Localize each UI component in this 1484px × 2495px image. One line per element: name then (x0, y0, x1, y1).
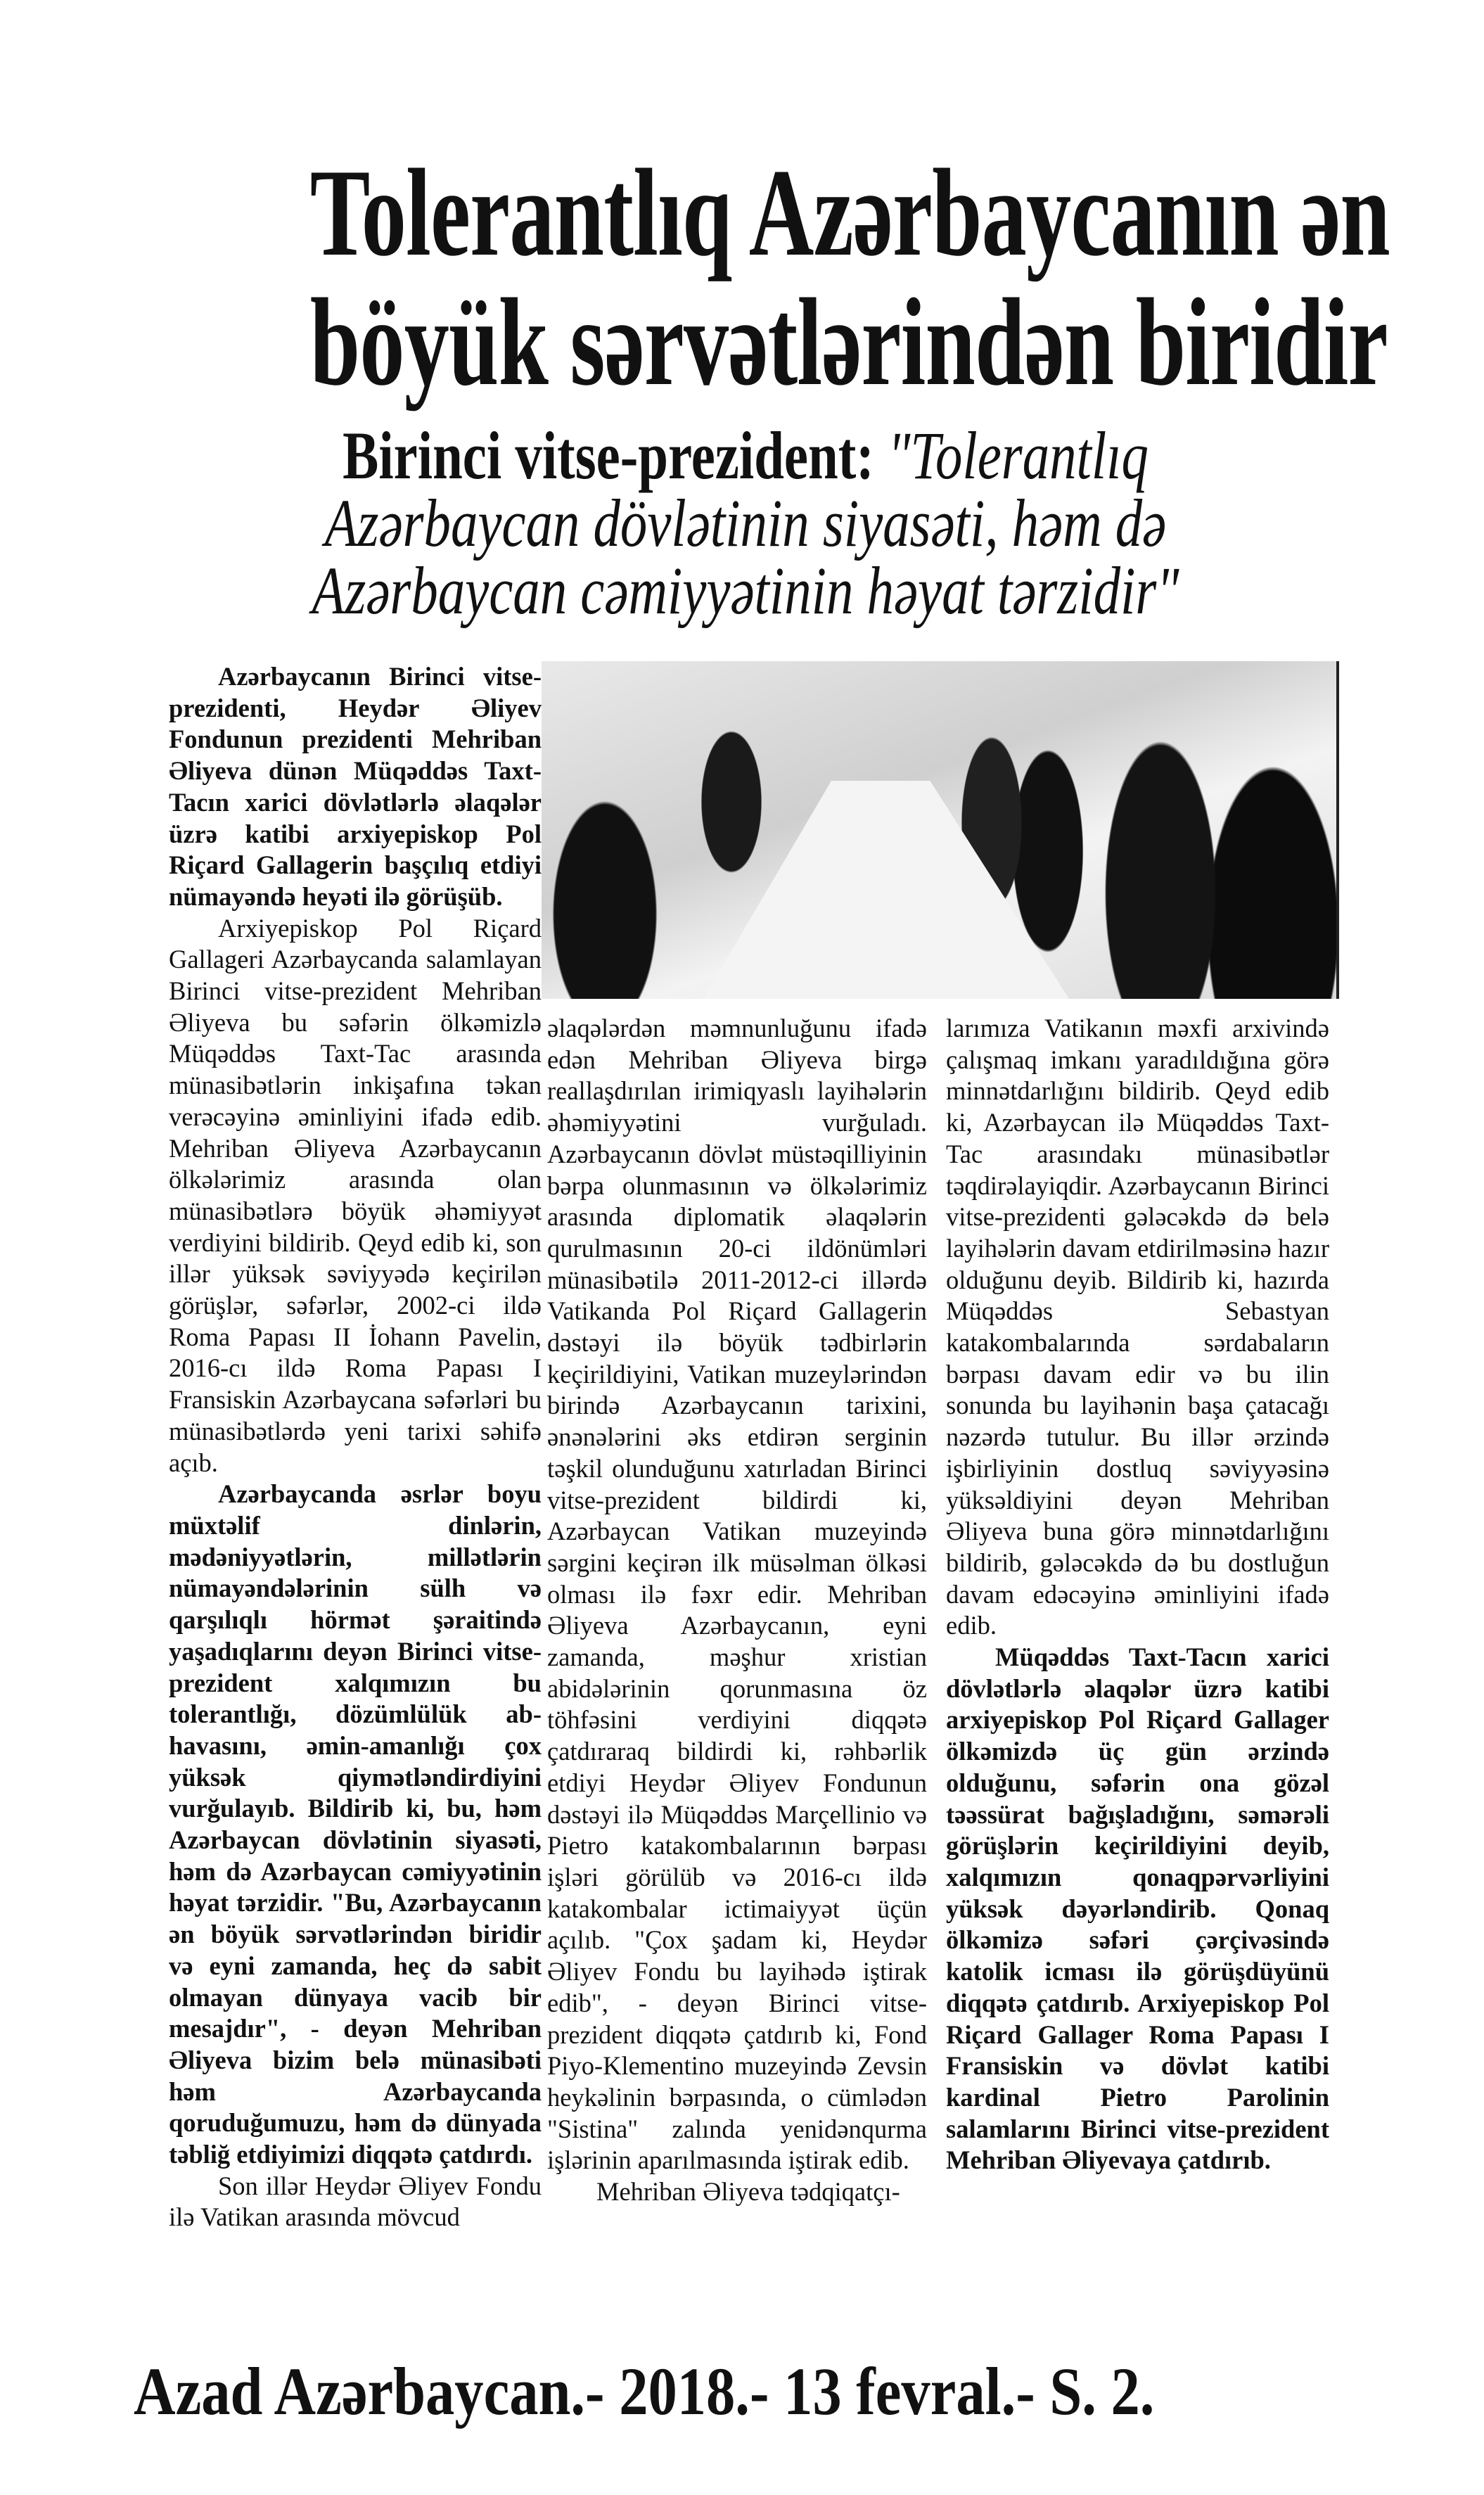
text-column-3 (946, 1013, 1329, 2176)
article-subheadline (284, 418, 1207, 628)
subheadline-line-1 (284, 418, 1207, 493)
subheadline-line-3: Azərbaycan cəmiyyətinin həyat tərzidir" (312, 553, 1179, 628)
body-paragraph: Son illər Heydər Əliyev Fondu ilə Vatikan arasında mövcud (169, 2171, 542, 2232)
body-paragraph: larımıza Vatikanın məxfi arxivində çalışmaq imkanı yaradıldığına görə minnətdarlığını bildirib. Qeyd edib ki, Azərbaycan ilə Müqəddəs Taxt-Tac arasındakı münasibətlər təqdirəlayiqdir. Azərbaycanın Birinci vitse-prezidenti gələcəkdə də belə layihələrin davam etdirilməsinə hazır olduğunu deyib. Bildirib ki, hazırda Müqəddəs Sebastyan katakombalarında sərdabaların bərpası davam edir və bu ilin sonunda bu layihənin başa çatacağı nəzərdə tutulur. Bu illər ərzində işbirliyinin dostluq səviyyəsinə yüksəldiyini deyən Mehriban Əliyeva buna görə minnətdarlığını bildirib, gələcəkdə də bu dostluğun davam edəcəyinə əminliyini ifadə edib. (946, 1014, 1329, 1640)
source-citation: Azad Azərbaycan.- 2018.- 13 fevral.- S. 2. (134, 2354, 1155, 2429)
lead-paragraph: Azərbaycanın Birinci vitse-prezidenti, Heydər Əliyev Fondunun prezidenti Mehriban Əliyeva dünən Müqəddəs Taxt-Tacın xarici dövlətlərlə əlaqələr üzrə katibi arxiyepiskop Pol Riçard Gallagerin başçılıq etdiyi nümayəndə heyəti ilə görüşüb. (169, 662, 542, 911)
subheadline-line-2: Azərbaycan dövlətinin siyasəti, həm də (324, 485, 1167, 561)
article-headline (309, 143, 1390, 411)
meeting-photo (542, 661, 1339, 999)
headline-line-1: Tolerantlıq Azərbaycanın ən (309, 143, 1390, 282)
body-paragraph-bold: Azərbaycanda əsrlər boyu müxtəlif dinlərin, mədəniyyətlərin, millətlərin nümayəndələrinin sülh və qarşılıqlı hörmət şəraitində yaşadıqlarını deyən Birinci vitse-prezident xalqımızın bu tolerantlığı, dözümlülük ab-havasını, əmin-amanlığı çox yüksək qiymətləndirdiyini vurğulayıb. Bildirib ki, bu, həm Azərbaycan dövlətinin siyasəti, həm də Azərbaycan cəmiyyətinin həyat tərzidir. "Bu, Azərbaycanın ən böyük sərvətlərindən biridir və eyni zamanda, heç də sabit olmayan dünyaya vacib bir mesajdır", - deyən Mehriban Əliyeva bizim belə münasibəti həm Azərbaycanda qoruduğumuzu, həm də dünyada təbliğ etdiyimizi diqqətə çatdırdı. (169, 1479, 542, 2169)
body-paragraph-bold: Müqəddəs Taxt-Tacın xarici dövlətlərlə əlaqələr üzrə katibi arxiyepiskop Pol Riçard Gallager ölkəmizdə üç gün ərzində olduğunu, səfərin ona gözəl təəssürat bağışladığını, səmərəli görüşlərin keçirildiyini deyib, xalqımızın qonaqpərvərliyini yüksək dəyərləndirib. Qonaq ölkəmizə səfəri çərçivəsində katolik icması ilə görüşdüyünü diqqətə çatdırıb. Arxiyepiskop Pol Riçard Gallager Roma Papası I Fransiskin və dövlət katibi kardinal Pietro Parolinin salamlarını Birinci vitse-prezident Mehriban Əliyevaya çatdırıb. (946, 1642, 1329, 2175)
subheadline-lead: Birinci vitse-prezident: (343, 418, 888, 493)
body-paragraph: Mehriban Əliyeva tədqiqatçı- (596, 2177, 900, 2207)
headline-line-2: böyük sərvətlərindən biridir (309, 272, 1388, 411)
text-column-2 (547, 1013, 927, 2208)
subheadline-quote-start: "Tolerantlıq (888, 418, 1149, 493)
photo-conference-table (703, 781, 1069, 999)
body-paragraph: əlaqələrdən məmnunluğunu ifadə edən Mehriban Əliyeva birgə reallaşdırılan irimiqyaslı layihələrin əhəmiyyətini vurğuladı. Azərbaycanın dövlət müstəqilliyinin bərpa olunmasının və ölkələrimiz arasında diplomatik əlaqələrin qurulmasının 20-ci ildönümləri münasibətilə 2011-2012-ci illərdə Vatikanda Pol Riçard Gallagerin dəstəyi ilə böyük tədbirlərin keçirildiyini, Vatikan muzeylərindən birində Azərbaycanın tarixini, ənənələrini əks etdirən serginin təşkil olunduğunu xatırladan Birinci vitse-prezident bildirdi ki, Azərbaycan Vatikan muzeyində sərgini keçirən ilk müsəlman ölkəsi olması ilə fəxr edir. Mehriban Əliyeva Azərbaycanın, eyni zamanda, məşhur xristian abidələrinin qorunmasına öz töhfəsini verdiyini diqqətə çatdıraraq bildirdi ki, rəhbərlik etdiyi Heydər Əliyev Fondunun dəstəyi ilə Müqəddəs Marçellinio və Pietro katakombalarının bərpası işləri görülüb və 2016-cı ildə katakombalar ictimaiyyət üçün açılıb. "Çox şadam ki, Heydər Əliyev Fondu bu layihədə iştirak edib", - deyən Birinci vitse-prezident diqqətə çatdırıb ki, Fond Piyo-Klementino muzeyində Zevsin heykəlinin bərpasında, o cümlədən "Sistina" zalında yenidənqurma işlərinin aparılmasında iştirak edib. (547, 1014, 927, 2175)
text-column-1 (169, 661, 542, 2233)
body-paragraph: Arxiyepiskop Pol Riçard Gallageri Azərbaycanda salamlayan Birinci vitse-prezident Mehriban Əliyeva bu səfərin ölkəmizlə Müqəddəs Taxt-Tac arasında münasibətlərin inkişafına təkan verəcəyinə əminliyini ifadə edib. Mehriban Əliyeva Azərbaycanın ölkələrimiz arasında olan münasibətlərə böyük əhəmiyyət verdiyini bildirib. Qeyd edib ki, son illər yüksək səviyyədə keçirilən görüşlər, səfərlər, 2002-ci ildə Roma Papası II İohann Pavelin, 2016-cı ildə Roma Papası I Fransiskin Azərbaycana səfərləri bu münasibətlərdə yeni tarixi səhifə açıb. (169, 913, 542, 1477)
